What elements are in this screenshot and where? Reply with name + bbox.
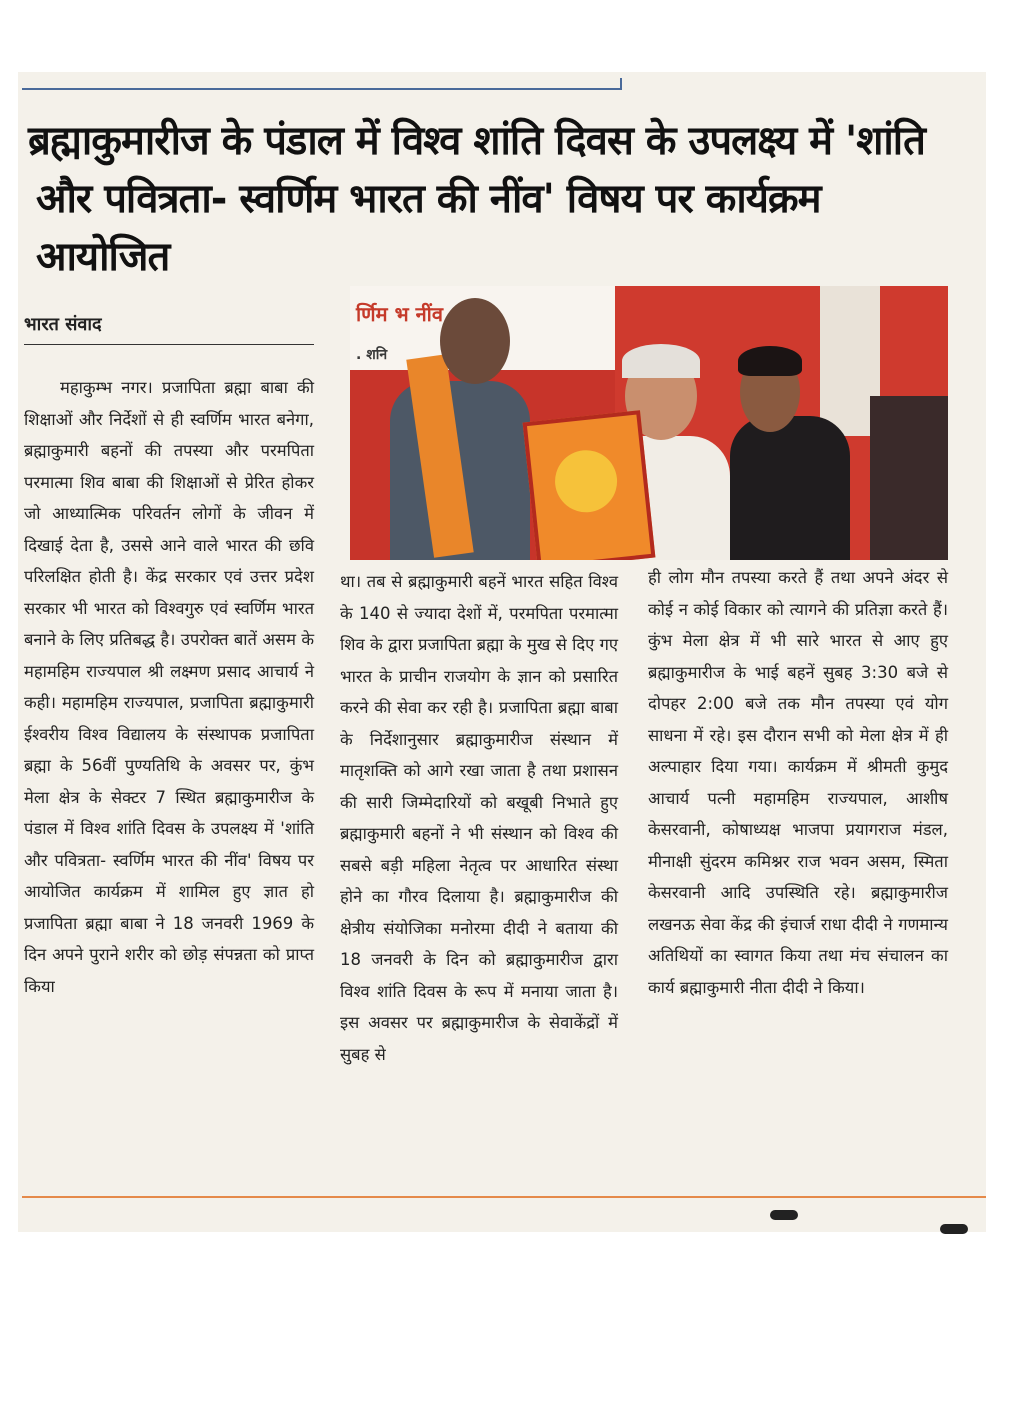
person-left-head xyxy=(440,298,510,384)
article-column-2: था। तब से ब्रह्माकुमारी बहनें भारत सहित विश्व के 140 से ज्यादा देशों में, परमपिता परमात्मा शिव के द्वारा प्रजापिता ब्रह्मा के मुख से दिए गए भारत के प्राचीन राजयोग के ज्ञान को प्रसारित करने की सेवा कर रही है। प्रजापिता ब्रह्मा बाबा के निर्देशानुसार ब्रह्माकुमारीज संस्थान में मातृशक्ति को आगे रखा जाता है तथा प्रशासन की सारी जिम्मेदारियों को बखूबी निभाते हुए ब्रह्माकुमारी बहनों ने भी संस्थान को विश्व की सबसे बड़ी महिला नेतृत्व पर आधारित संस्था होने का गौरव दिलाया है। ब्रह्माकुमारीज की क्षेत्रीय संयोजिका मनोरमा दीदी ने बताया की 18 जनवरी के दिन को ब्रह्माकुमारीज द्वारा विश्व शांति दिवस के रूप में मनाया जाता है। इस अवसर पर ब्रह्माकुमारीज के सेवाकेंद्रों में सुबह से xyxy=(340,572,618,1064)
photo-banner-text: र्णिम भ नींव xyxy=(356,302,443,326)
photo-banner-sub: . शनि xyxy=(356,347,388,363)
byline: भारत संवाद xyxy=(24,312,314,345)
corner-mark xyxy=(940,1224,968,1234)
top-rule-end xyxy=(620,78,622,90)
photo-shadow xyxy=(870,396,948,560)
headline xyxy=(28,112,958,286)
memento-frame xyxy=(523,410,656,560)
news-photo xyxy=(350,286,948,560)
person-center-hair xyxy=(622,344,700,378)
memento-emblem xyxy=(552,447,620,515)
bottom-rule xyxy=(22,1196,986,1198)
headline-line-2: और पवित्रता- स्वर्णिम भारत की नींव' विषय पर कार्यक्रम आयोजित xyxy=(36,176,821,280)
article-column-3: ही लोग मौन तपस्या करते हैं तथा अपने अंदर से कोई न कोई विकार को त्यागने की प्रतिज्ञा करते हैं। कुंभ मेला क्षेत्र में भी सारे भारत से आए हुए ब्रह्माकुमारीज के भाई बहनें सुबह 3:30 बजे से दोपहर 2:00 बजे तक मौन तपस्या एवं योग साधना में रहे। इस दौरान सभी को मेला क्षेत्र में ही अल्पाहार दिया गया। कार्यक्रम में श्रीमती कुमुद आचार्य पत्नी महामहिम राज्यपाल, आशीष केसरवानी, कोषाध्यक्ष भाजपा प्रयागराज मंडल, मीनाक्षी सुंदरम कमिश्नर राज भवन असम, स्मिता केसरवानी आदि उपस्थिति रहे। ब्रह्माकुमारीज लखनऊ सेवा केंद्र की इंचार्ज राधा दीदी ने गणमान्य अतिथियों का स्वागत किया तथा मंच संचालन का कार्य ब्रह्माकुमारी नीता दीदी ने किया। xyxy=(648,568,948,997)
top-rule xyxy=(22,88,622,90)
article-column-1: महाकुम्भ नगर। प्रजापिता ब्रह्मा बाबा की शिक्षाओं और निर्देशों से ही स्वर्णिम भारत बनेगा, ब्रह्माकुमारी बहनों की तपस्या और परमपिता परमात्मा शिव बाबा की शिक्षाओं से प्रेरित होकर जो आध्यात्मिक परिवर्तन लोगों के जीवन में दिखाई देता है, उससे आने वाले भारत की छवि परिलक्षित होती है। केंद्र सरकार एवं उत्तर प्रदेश सरकार भी भारत को विश्वगुरु एवं स्वर्णिम भारत बनाने के लिए प्रतिबद्ध है। उपरोक्त बातें असम के महामहिम राज्यपाल श्री लक्ष्मण प्रसाद आचार्य ने कही। महामहिम राज्यपाल, प्रजापिता ब्रह्माकुमारी ईश्वरीय विश्व विद्यालय के संस्थापक प्रजापिता ब्रह्मा के 56वीं पुण्यतिथि के अवसर पर, कुंभ मेला क्षेत्र के सेक्टर 7 स्थित ब्रह्माकुमारीज के पंडाल में विश्व शांति दिवस के उपलक्ष्य में 'शांति और पवित्रता- स्वर्णिम भारत की नींव' विषय पर आयोजित कार्यक्रम में शामिल हुए ज्ञात हो प्रजापिता ब्रह्मा बाबा ने 18 जनवरी 1969 के दिन अपने पुराने शरीर को छोड़ संपन्नता को प्राप्त किया xyxy=(24,378,314,996)
person-right-body xyxy=(730,416,850,560)
person-right-hair xyxy=(738,346,802,376)
headline-line-1: ब्रह्माकुमारीज के पंडाल में विश्व शांति दिवस के उपलक्ष्य में 'शांति xyxy=(28,118,925,164)
corner-mark xyxy=(770,1210,798,1220)
